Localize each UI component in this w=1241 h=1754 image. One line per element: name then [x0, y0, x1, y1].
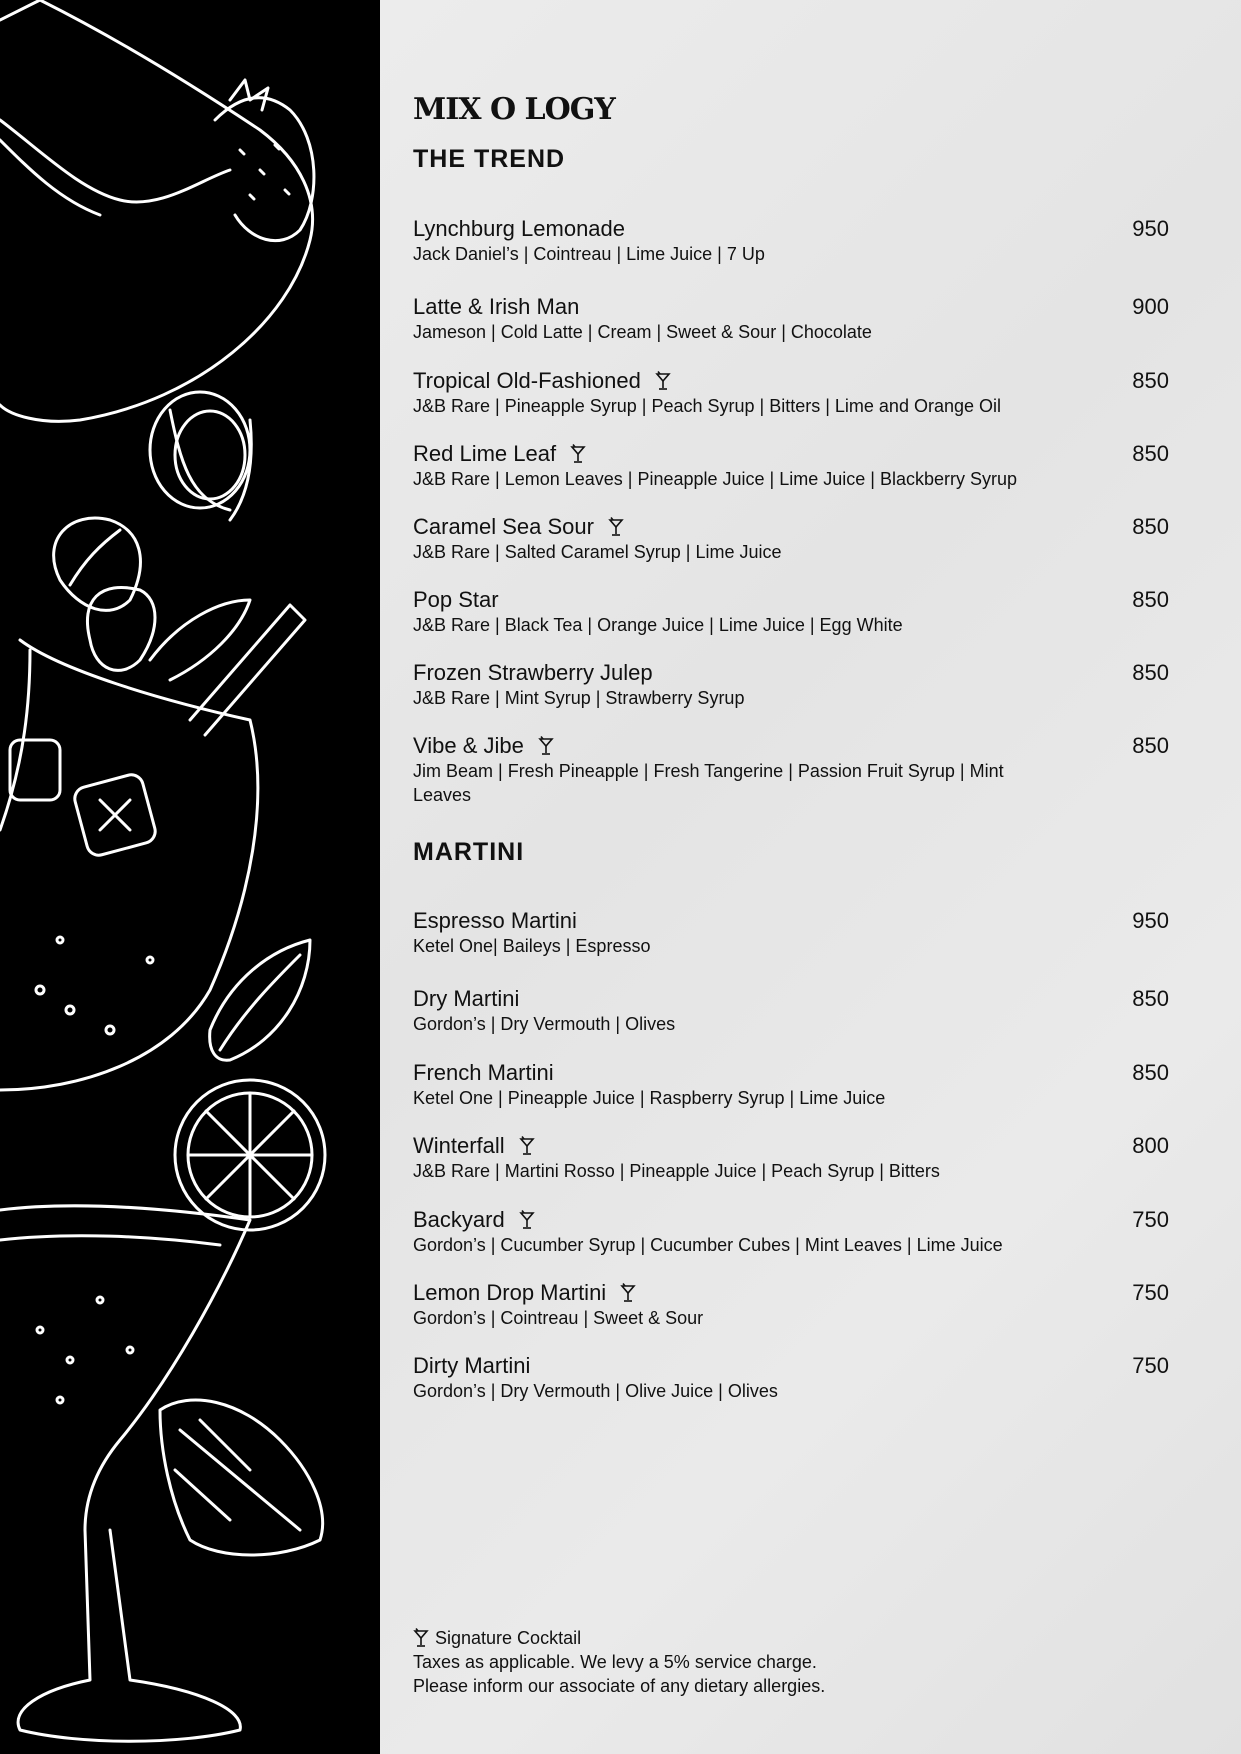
item-price: 800 [1132, 1133, 1169, 1158]
item-ingredients: Ketel One| Baileys | Espresso [413, 936, 651, 956]
menu-item [413, 216, 1169, 266]
item-name: Red Lime Leaf [413, 441, 557, 466]
menu-item [413, 514, 1169, 564]
item-price: 750 [1132, 1280, 1169, 1305]
item-ingredients: Gordon’s | Dry Vermouth | Olives [413, 1014, 676, 1034]
item-name: Dirty Martini [413, 1353, 531, 1378]
item-name-row [413, 368, 1169, 394]
item-name-row [413, 441, 1169, 467]
menu-item [413, 733, 1169, 807]
cocktail-glass-icon [608, 517, 624, 537]
menu-item [413, 986, 1169, 1036]
item-ingredients: J&B Rare | Black Tea | Orange Juice | Lime Juice | Egg White [413, 615, 903, 635]
item-price: 850 [1132, 986, 1169, 1011]
item-name: Winterfall [413, 1133, 505, 1158]
item-price: 900 [1132, 294, 1169, 319]
menu-footer [413, 1626, 825, 1698]
item-name: Tropical Old-Fashioned [413, 368, 641, 393]
item-name-row [413, 514, 1169, 540]
item-price: 850 [1132, 514, 1169, 539]
item-price: 850 [1132, 1060, 1169, 1085]
cocktail-glass-icon [538, 736, 554, 756]
item-name-row [413, 660, 1169, 686]
item-ingredients: J&B Rare | Mint Syrup | Strawberry Syrup [413, 688, 745, 708]
item-name-row [413, 986, 1169, 1012]
item-ingredients: Jack Daniel’s | Cointreau | Lime Juice | 7 Up [413, 244, 765, 264]
cocktail-glass-icon [413, 1628, 429, 1648]
item-price: 850 [1132, 441, 1169, 466]
menu-item [413, 587, 1169, 637]
item-price: 850 [1132, 733, 1169, 758]
item-name-row [413, 733, 1169, 759]
menu-item [413, 294, 1169, 344]
cocktail-glass-icon [620, 1283, 636, 1303]
cocktail-illustration-panel [0, 0, 380, 1754]
item-ingredients: Gordon’s | Cucumber Syrup | Cucumber Cubes | Mint Leaves | Lime Juice [413, 1235, 1003, 1255]
item-ingredients: J&B Rare | Martini Rosso | Pineapple Juice | Peach Syrup | Bitters [413, 1161, 940, 1181]
item-ingredients: J&B Rare | Lemon Leaves | Pineapple Juice | Lime Juice | Blackberry Syrup [413, 469, 1017, 489]
menu-item [413, 1133, 1169, 1183]
cocktail-glass-icon [570, 444, 586, 464]
item-price: 850 [1132, 587, 1169, 612]
item-name-row [413, 587, 1169, 613]
item-name: Frozen Strawberry Julep [413, 660, 653, 685]
item-price: 850 [1132, 660, 1169, 685]
item-name-row [413, 294, 1169, 320]
menu-panel [380, 0, 1241, 1754]
item-price: 750 [1132, 1353, 1169, 1378]
menu-item [413, 908, 1169, 958]
item-price: 850 [1132, 368, 1169, 393]
item-name-row [413, 1353, 1169, 1379]
item-ingredients: Jameson | Cold Latte | Cream | Sweet & Sour | Chocolate [413, 322, 872, 342]
menu-item [413, 1353, 1169, 1403]
item-name: Latte & Irish Man [413, 294, 580, 319]
item-name-row [413, 1207, 1169, 1233]
item-ingredients: Gordon’s | Cointreau | Sweet & Sour [413, 1308, 704, 1328]
signature-legend [413, 1626, 825, 1650]
item-name-row [413, 1280, 1169, 1306]
cocktail-glass-icon [655, 371, 671, 391]
menu-item [413, 1060, 1169, 1110]
item-name: Backyard [413, 1207, 505, 1232]
item-name: Caramel Sea Sour [413, 514, 594, 539]
item-name: Dry Martini [413, 986, 520, 1011]
item-name-row [413, 1133, 1169, 1159]
item-ingredients: J&B Rare | Salted Caramel Syrup | Lime Juice [413, 542, 782, 562]
menu-item [413, 1280, 1169, 1330]
item-name: Vibe & Jibe [413, 733, 524, 758]
tax-note: Taxes as applicable. We levy a 5% service charge. [413, 1652, 817, 1672]
item-name: Espresso Martini [413, 908, 577, 933]
cocktail-glass-icon [519, 1210, 535, 1230]
item-price: 950 [1132, 216, 1169, 241]
menu-title: MIX O LOGY [413, 92, 615, 127]
item-price: 750 [1132, 1207, 1169, 1232]
cocktail-illustration [0, 0, 380, 1754]
section-heading: MARTINI [413, 838, 525, 866]
section-heading: THE TREND [413, 145, 566, 173]
item-ingredients: Jim Beam | Fresh Pineapple | Fresh Tangerine | Passion Fruit Syrup | Mint Leaves [413, 761, 1004, 805]
menu-item [413, 1207, 1169, 1257]
item-ingredients: Gordon’s | Dry Vermouth | Olive Juice | Olives [413, 1381, 778, 1401]
item-name: Pop Star [413, 587, 499, 612]
menu-item [413, 441, 1169, 491]
menu-item [413, 368, 1169, 418]
item-name: Lemon Drop Martini [413, 1280, 607, 1305]
item-price: 950 [1132, 908, 1169, 933]
item-name-row [413, 216, 1169, 242]
menu-item [413, 660, 1169, 710]
allergy-note: Please inform our associate of any dietary allergies. [413, 1676, 826, 1696]
item-name-row [413, 908, 1169, 934]
item-name: French Martini [413, 1060, 554, 1085]
item-ingredients: J&B Rare | Pineapple Syrup | Peach Syrup | Bitters | Lime and Orange Oil [413, 396, 1001, 416]
item-name-row [413, 1060, 1169, 1086]
item-ingredients: Ketel One | Pineapple Juice | Raspberry Syrup | Lime Juice [413, 1088, 886, 1108]
cocktail-glass-icon [519, 1136, 535, 1156]
signature-legend-text: Signature Cocktail [435, 1628, 582, 1648]
item-name: Lynchburg Lemonade [413, 216, 626, 241]
